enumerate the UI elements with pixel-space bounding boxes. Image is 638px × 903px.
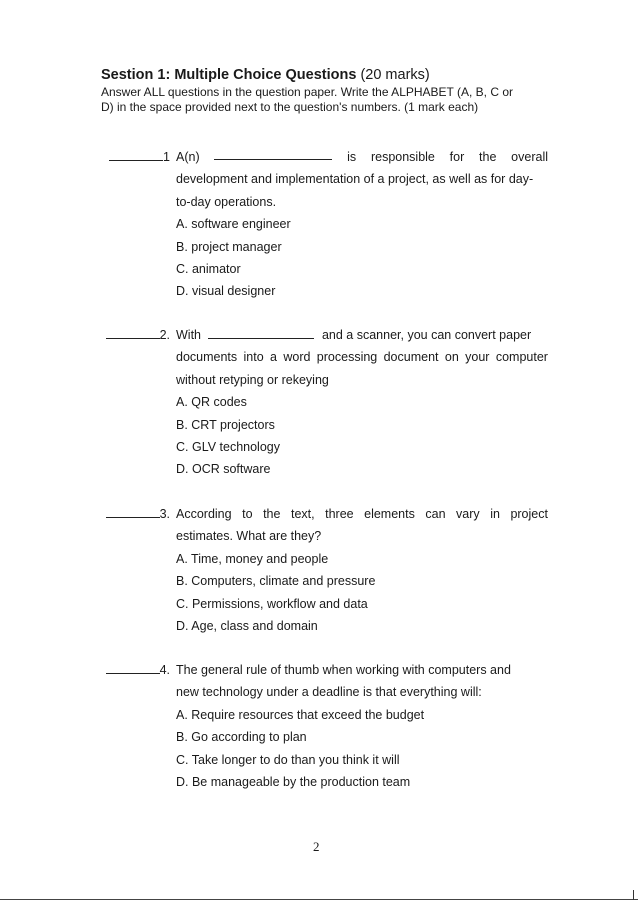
question-2: [100, 324, 550, 481]
option-a: A. Time, money and people: [176, 551, 329, 566]
option-d: D. visual designer: [176, 284, 276, 299]
word: the: [479, 150, 497, 164]
word: can: [425, 507, 446, 521]
option-b: B. project manager: [176, 239, 282, 254]
question-2-line-3: without retyping or rekeying: [176, 372, 329, 387]
question-4-line-2: new technology under a deadline is that everything will:: [176, 685, 482, 700]
word: document: [383, 350, 439, 365]
question-2-line-2: [100, 346, 548, 368]
question-number: 3.: [159, 507, 170, 521]
word: processing: [316, 350, 378, 365]
instructions-line-1: Answer ALL questions in the question paper. Write the ALPHABET (A, B, C or: [101, 85, 514, 99]
option-a: A. QR codes: [176, 395, 247, 410]
question-1-line-2: development and implementation of a project, as well as for day-: [176, 172, 534, 187]
word: According: [176, 507, 232, 521]
word: and a scanner, you can convert paper: [321, 328, 532, 342]
word: three: [325, 507, 354, 521]
word: documents: [176, 350, 238, 365]
word: With: [176, 328, 201, 342]
word: word: [283, 350, 311, 365]
word: into: [243, 350, 264, 365]
question-1-line-3: to-day operations.: [176, 194, 277, 209]
word: is: [347, 150, 357, 164]
section-title-bold: Sestion 1: Multiple Choice Questions: [101, 67, 357, 83]
option-c: C. animator: [176, 261, 241, 276]
word: project: [510, 507, 548, 521]
option-a: A. Require resources that exceed the budget: [176, 707, 425, 722]
option-d: D. Be manageable by the production team: [176, 774, 411, 789]
fill-in-blank: [214, 146, 332, 160]
question-number: 2.: [159, 328, 170, 342]
word: to: [242, 507, 253, 521]
question-4: [100, 659, 550, 793]
option-d: D. Age, class and domain: [176, 618, 318, 633]
option-b: B. Go according to plan: [176, 730, 307, 745]
question-2-answer-slot: [100, 324, 170, 346]
option-b: B. Computers, climate and pressure: [176, 574, 376, 589]
word: computer: [495, 350, 548, 365]
answer-blank: [109, 147, 163, 161]
section-title: [101, 66, 561, 84]
answer-blank: [106, 504, 160, 518]
question-3: [100, 503, 550, 637]
question-2-line-1: [176, 324, 548, 346]
option-c: C. GLV technology: [176, 439, 280, 454]
word: vary: [456, 507, 480, 521]
word: A(n): [176, 150, 200, 164]
question-1: [100, 146, 550, 303]
word: the: [263, 507, 281, 521]
option-d: D. OCR software: [176, 462, 271, 477]
word: overall: [511, 150, 548, 164]
question-3-line-1: [176, 503, 548, 525]
page-number: 2: [313, 839, 320, 854]
instructions-line-2: D) in the space provided next to the question's numbers. (1 mark each): [101, 100, 479, 114]
question-number: 1: [163, 150, 170, 164]
section-title-marks: (20 marks): [360, 67, 430, 83]
word: text,: [290, 507, 315, 521]
section-header: [101, 66, 561, 115]
answer-blank: [106, 660, 160, 674]
word: a: [270, 350, 277, 365]
section-instructions: [101, 85, 561, 115]
option-c: C. Take longer to do than you think it will: [176, 752, 400, 767]
word: your: [465, 350, 490, 365]
question-1-line-1: [176, 146, 548, 168]
option-c: C. Permissions, workflow and data: [176, 596, 368, 611]
question-number: 4.: [159, 663, 170, 677]
answer-blank: [106, 325, 160, 339]
fill-in-blank: [208, 325, 314, 339]
word: for: [449, 150, 465, 164]
question-3-answer-slot: [100, 503, 170, 525]
question-3-line-2: estimates. What are they?: [176, 529, 322, 544]
word: elements: [364, 507, 415, 521]
scan-edge-mark: [633, 890, 634, 900]
page-bottom-edge: [0, 899, 638, 900]
word: in: [490, 507, 500, 521]
option-a: A. software engineer: [176, 217, 291, 232]
question-4-answer-slot: [100, 659, 170, 681]
word: on: [444, 350, 459, 365]
option-b: B. CRT projectors: [176, 417, 275, 432]
word: responsible: [370, 150, 435, 164]
question-1-answer-slot: [100, 146, 170, 168]
question-4-line-1: The general rule of thumb when working with computers and: [176, 663, 511, 677]
